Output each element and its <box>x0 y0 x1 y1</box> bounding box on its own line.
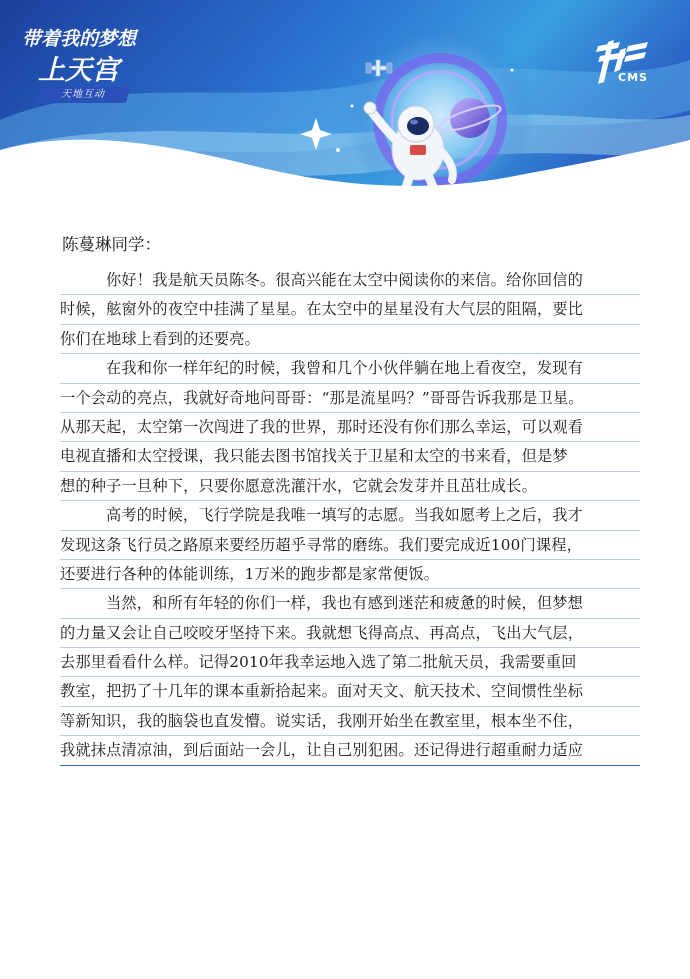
letter-line: 我就抹点清凉油，到后面站一会儿，让自己别犯困。还记得进行超重耐力适应 <box>60 736 640 765</box>
letter-line: 发现这条飞行员之路原来要经历超乎寻常的磨练。我们要完成近100门课程， <box>60 531 640 560</box>
logo-line-2: 上天宫 <box>38 55 119 86</box>
logo-tag <box>36 87 130 103</box>
banner-header <box>0 0 690 230</box>
letter-line: 在我和你一样年纪的时候，我曾和几个小伙伴躺在地上看夜空，发现有 <box>60 354 640 383</box>
cms-logo <box>590 38 660 88</box>
letter-line: 你们在地球上看到的还要亮。 <box>60 325 640 354</box>
logo-tag-label: 天地互动 <box>61 89 105 100</box>
letter-line: 还要进行各种的体能训练，1万米的跑步都是家常便饭。 <box>60 560 640 589</box>
letter-line: 的力量又会让自己咬咬牙坚持下来。我就想飞得高点、再高点，飞出大气层， <box>60 619 640 648</box>
letter-line: 等新知识，我的脑袋也直发懵。说实话，我刚开始坐在教室里，根本坐不住， <box>60 707 640 736</box>
letter-body <box>60 224 640 766</box>
letter-line: 当然，和所有年轻的你们一样，我也有感到迷茫和疲惫的时候，但梦想 <box>60 589 640 618</box>
campaign-logo <box>22 24 152 104</box>
letter-line: 从那天起，太空第一次闯进了我的世界，那时还没有你们那么幸运，可以观看 <box>60 413 640 442</box>
letter-line: 一个会动的亮点，我就好奇地问哥哥：“那是流星吗？”哥哥告诉我那是卫星。 <box>60 384 640 413</box>
letter-line: 高考的时候，飞行学院是我唯一填写的志愿。当我如愿考上之后，我才 <box>60 501 640 530</box>
letter-line: 想的种子一旦种下，只要你愿意洗灌汗水，它就会发芽并且茁壮成长。 <box>60 472 640 501</box>
letter-salutation: 陈蔓琳同学： <box>62 235 161 254</box>
cms-label: CMS <box>618 71 648 84</box>
letter-line: 时候，舷窗外的夜空中挂满了星星。在太空中的星星没有大气层的阻隔，要比 <box>60 295 640 324</box>
letter-line: 去那里看看什么样。记得2010年我幸运地入选了第二批航天员，我需要重回 <box>60 648 640 677</box>
letter-line: 电视直播和太空授课，我只能去图书馆找关于卫星和太空的书来看，但是梦 <box>60 442 640 471</box>
letter-line: 你好！我是航天员陈冬。很高兴能在太空中阅读你的来信。给你回信的 <box>60 266 640 295</box>
logo-line-1: 带着我的梦想 <box>22 28 137 50</box>
letter-line: 教室，把扔了十几年的课本重新拾起来。面对天文、航天技术、空间惯性坐标 <box>60 677 640 706</box>
letter-lines <box>60 266 640 766</box>
